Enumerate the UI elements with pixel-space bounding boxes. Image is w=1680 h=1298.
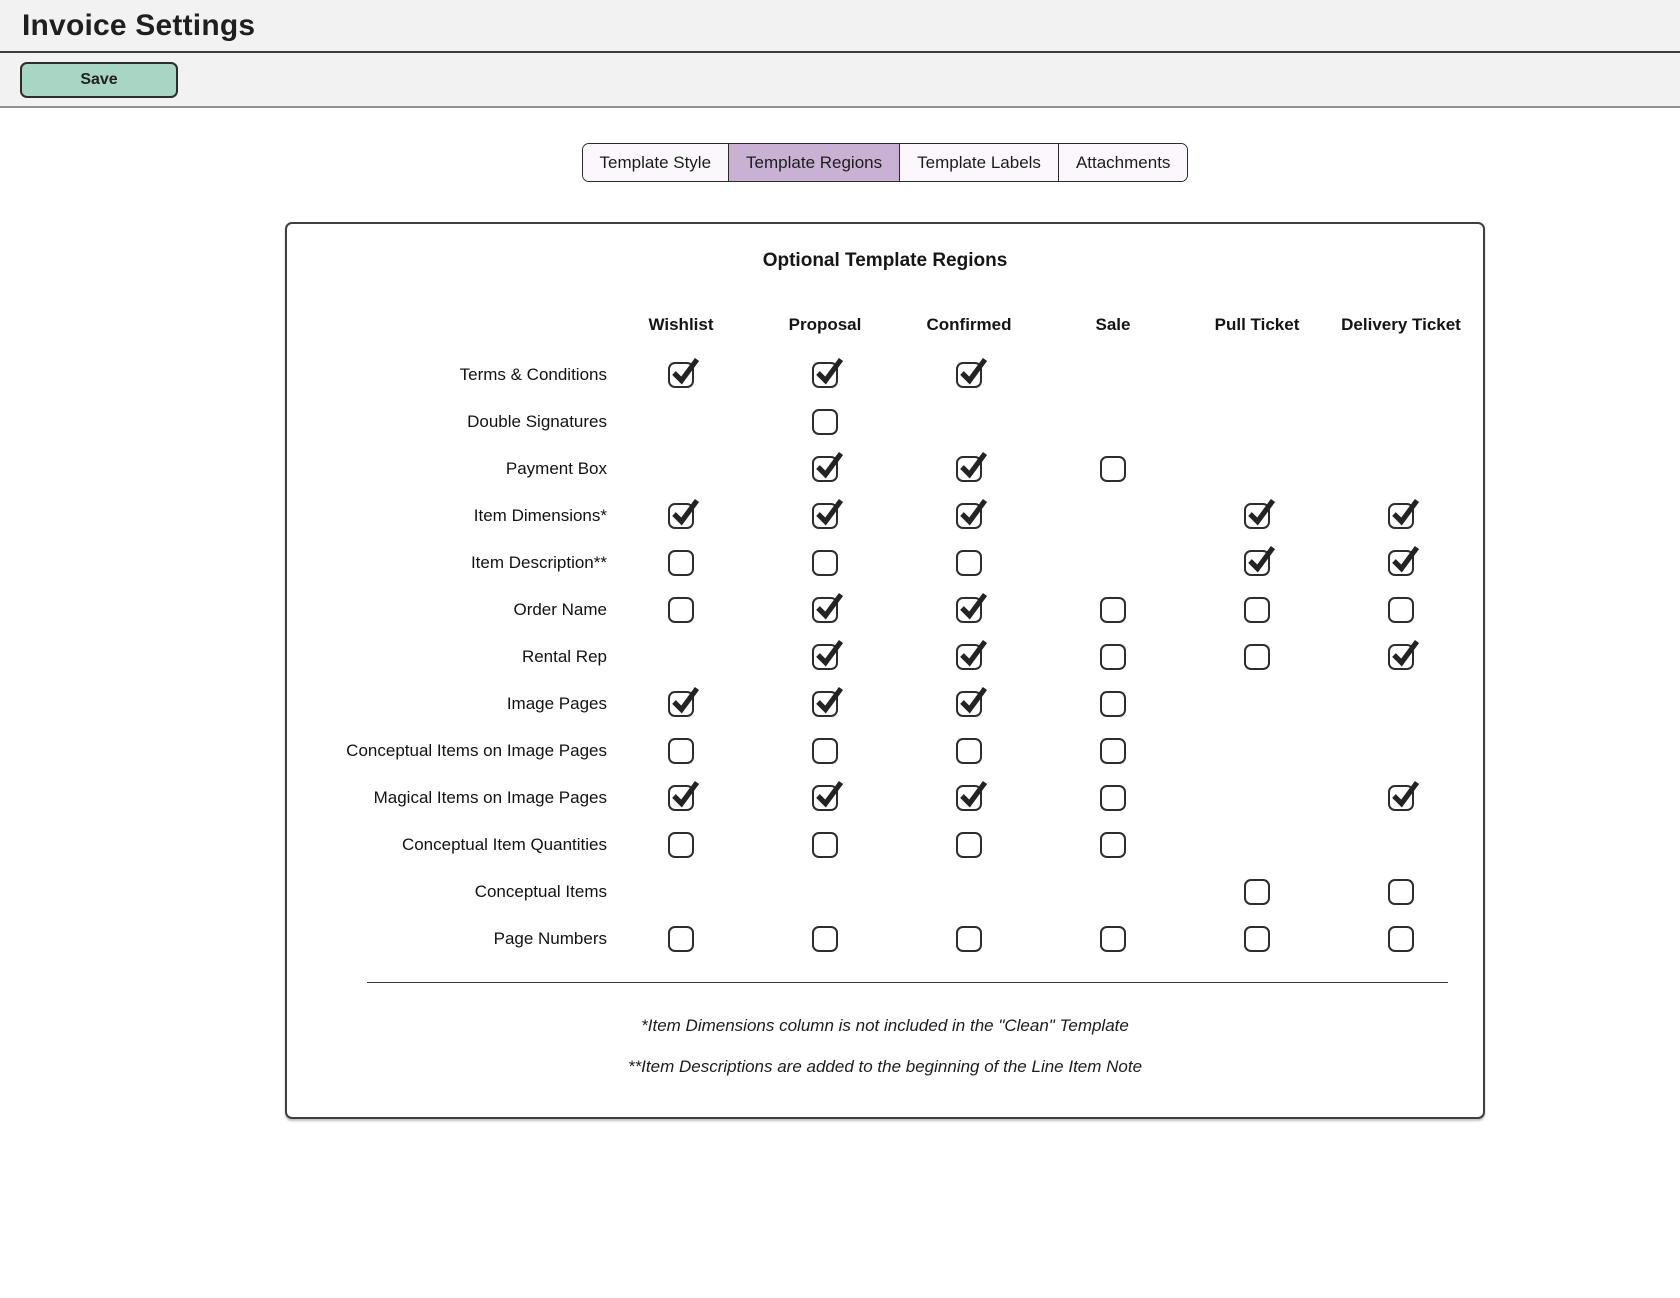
checkmark-icon xyxy=(957,592,989,624)
region-checkbox[interactable] xyxy=(956,456,982,482)
column-header-wishlist: Wishlist xyxy=(648,315,714,334)
checkbox-cell xyxy=(753,456,897,482)
column-header-row xyxy=(287,308,1483,342)
table-row xyxy=(287,492,1483,539)
table-row xyxy=(287,727,1483,774)
checkbox-cell xyxy=(897,785,1041,811)
main-content xyxy=(285,143,1485,1119)
region-checkbox[interactable] xyxy=(956,691,982,717)
region-checkbox[interactable] xyxy=(812,644,838,670)
regions-grid xyxy=(287,308,1483,962)
region-checkbox[interactable] xyxy=(812,362,838,388)
region-checkbox[interactable] xyxy=(1100,644,1126,670)
region-checkbox[interactable] xyxy=(956,926,982,952)
checkbox-cell xyxy=(1185,550,1329,576)
region-checkbox[interactable] xyxy=(812,550,838,576)
checkmark-icon xyxy=(813,686,845,718)
checkmark-icon xyxy=(813,498,845,530)
checkbox-cell xyxy=(609,738,753,764)
checkmark-icon xyxy=(957,686,989,718)
checkbox-cell xyxy=(1185,879,1329,905)
checkmark-icon xyxy=(957,451,989,483)
checkbox-cell xyxy=(753,550,897,576)
checkbox-cell xyxy=(1041,456,1185,482)
region-checkbox[interactable] xyxy=(812,597,838,623)
region-checkbox[interactable] xyxy=(1388,550,1414,576)
page-title: Invoice Settings xyxy=(22,8,256,42)
checkbox-cell xyxy=(897,550,1041,576)
row-label: Magical Items on Image Pages xyxy=(373,787,607,807)
panel-title: Optional Template Regions xyxy=(762,250,1008,271)
tab-template-style[interactable]: Template Style xyxy=(583,144,729,181)
region-checkbox[interactable] xyxy=(668,785,694,811)
checkbox-cell xyxy=(609,362,753,388)
region-checkbox[interactable] xyxy=(812,409,838,435)
checkbox-cell xyxy=(1041,644,1185,670)
checkbox-cell xyxy=(897,926,1041,952)
row-label: Rental Rep xyxy=(521,646,607,666)
column-header-sale: Sale xyxy=(1095,315,1131,334)
region-checkbox[interactable] xyxy=(956,597,982,623)
table-row xyxy=(287,680,1483,727)
checkbox-cell xyxy=(753,926,897,952)
column-header-confirmed: Confirmed xyxy=(926,315,1012,334)
checkbox-cell xyxy=(1329,926,1473,952)
region-checkbox[interactable] xyxy=(956,738,982,764)
table-row xyxy=(287,774,1483,821)
region-checkbox[interactable] xyxy=(1100,597,1126,623)
region-checkbox[interactable] xyxy=(1244,644,1270,670)
checkmark-icon xyxy=(669,686,701,718)
checkbox-cell xyxy=(897,362,1041,388)
region-checkbox[interactable] xyxy=(956,785,982,811)
region-checkbox[interactable] xyxy=(812,785,838,811)
checkbox-cell xyxy=(897,456,1041,482)
row-label: Image Pages xyxy=(506,693,607,713)
region-checkbox[interactable] xyxy=(668,597,694,623)
footnotes xyxy=(287,1005,1483,1087)
checkbox-cell xyxy=(1329,644,1473,670)
row-label: Conceptual Items on Image Pages xyxy=(346,740,607,760)
checkbox-cell xyxy=(897,691,1041,717)
checkmark-icon xyxy=(1245,545,1277,577)
checkbox-cell xyxy=(753,738,897,764)
table-row xyxy=(287,586,1483,633)
tabs-wrap xyxy=(285,143,1485,182)
region-checkbox[interactable] xyxy=(1388,879,1414,905)
row-label: Payment Box xyxy=(505,458,607,478)
checkmark-icon xyxy=(813,451,845,483)
row-label: Item Description** xyxy=(470,552,607,572)
footnote-item-descriptions: **Item Descriptions are added to the beginning of the Line Item Note xyxy=(627,1057,1143,1076)
region-checkbox[interactable] xyxy=(668,503,694,529)
checkbox-cell xyxy=(1041,691,1185,717)
table-row xyxy=(287,915,1483,962)
checkbox-cell xyxy=(1185,503,1329,529)
region-checkbox[interactable] xyxy=(1244,597,1270,623)
row-label: Conceptual Item Quantities xyxy=(401,834,607,854)
region-checkbox[interactable] xyxy=(668,738,694,764)
region-checkbox[interactable] xyxy=(812,456,838,482)
checkmark-icon xyxy=(1245,498,1277,530)
checkbox-cell xyxy=(1185,644,1329,670)
checkmark-icon xyxy=(669,357,701,389)
row-label: Order Name xyxy=(513,599,607,619)
checkbox-cell xyxy=(753,597,897,623)
footnote-item-dimensions: *Item Dimensions column is not included in the "Clean" Template xyxy=(641,1016,1129,1035)
row-label: Item Dimensions* xyxy=(473,505,607,525)
tab-template-labels[interactable]: Template Labels xyxy=(899,144,1058,181)
checkmark-icon xyxy=(957,498,989,530)
checkbox-cell xyxy=(1041,785,1185,811)
checkmark-icon xyxy=(957,639,989,671)
region-checkbox[interactable] xyxy=(812,926,838,952)
region-checkbox[interactable] xyxy=(956,503,982,529)
tab-attachments[interactable]: Attachments xyxy=(1058,144,1188,181)
checkbox-cell xyxy=(897,503,1041,529)
region-checkbox[interactable] xyxy=(668,926,694,952)
table-row xyxy=(287,445,1483,492)
checkmark-icon xyxy=(813,780,845,812)
checkbox-cell xyxy=(609,926,753,952)
region-checkbox[interactable] xyxy=(668,832,694,858)
save-button[interactable]: Save xyxy=(20,62,178,98)
checkbox-cell xyxy=(1041,738,1185,764)
checkbox-cell xyxy=(1329,503,1473,529)
row-label: Page Numbers xyxy=(493,928,607,948)
checkbox-cell xyxy=(753,409,897,435)
region-checkbox[interactable] xyxy=(812,738,838,764)
region-checkbox[interactable] xyxy=(1100,691,1126,717)
checkbox-cell xyxy=(609,785,753,811)
checkmark-icon xyxy=(1389,498,1421,530)
region-checkbox[interactable] xyxy=(1244,550,1270,576)
region-checkbox[interactable] xyxy=(956,362,982,388)
column-header-delivery-ticket: Delivery Ticket xyxy=(1341,315,1461,334)
region-checkbox[interactable] xyxy=(956,644,982,670)
checkbox-cell xyxy=(1329,550,1473,576)
checkmark-icon xyxy=(1389,545,1421,577)
region-checkbox[interactable] xyxy=(1244,926,1270,952)
table-row xyxy=(287,633,1483,680)
checkbox-cell xyxy=(753,785,897,811)
checkbox-cell xyxy=(609,832,753,858)
region-checkbox[interactable] xyxy=(812,691,838,717)
region-checkbox[interactable] xyxy=(1388,597,1414,623)
region-checkbox[interactable] xyxy=(1388,503,1414,529)
checkbox-cell xyxy=(1329,785,1473,811)
checkbox-cell xyxy=(1329,879,1473,905)
checkbox-cell xyxy=(897,597,1041,623)
checkbox-cell xyxy=(753,691,897,717)
checkmark-icon xyxy=(669,780,701,812)
region-checkbox[interactable] xyxy=(956,550,982,576)
region-checkbox[interactable] xyxy=(1388,785,1414,811)
column-header-proposal: Proposal xyxy=(788,315,862,334)
checkbox-cell xyxy=(1041,832,1185,858)
row-label: Conceptual Items xyxy=(474,881,607,901)
region-checkbox[interactable] xyxy=(1100,738,1126,764)
region-checkbox[interactable] xyxy=(1100,785,1126,811)
checkbox-cell xyxy=(609,597,753,623)
page-header xyxy=(0,0,1680,53)
checkbox-cell xyxy=(609,691,753,717)
row-label: Terms & Conditions xyxy=(459,364,607,384)
checkbox-cell xyxy=(897,832,1041,858)
checkbox-cell xyxy=(1041,597,1185,623)
checkbox-cell xyxy=(753,362,897,388)
checkbox-cell xyxy=(1185,597,1329,623)
region-checkbox[interactable] xyxy=(668,691,694,717)
checkmark-icon xyxy=(813,639,845,671)
checkmark-icon xyxy=(957,357,989,389)
table-row xyxy=(287,398,1483,445)
checkmark-icon xyxy=(957,780,989,812)
region-checkbox[interactable] xyxy=(1388,926,1414,952)
table-row xyxy=(287,539,1483,586)
checkbox-cell xyxy=(1185,926,1329,952)
checkbox-cell xyxy=(753,832,897,858)
row-label: Double Signatures xyxy=(467,411,607,431)
checkbox-cell xyxy=(897,738,1041,764)
tab-template-regions[interactable]: Template Regions xyxy=(728,144,899,181)
checkbox-cell xyxy=(1041,926,1185,952)
region-checkbox[interactable] xyxy=(668,362,694,388)
region-checkbox[interactable] xyxy=(812,503,838,529)
region-checkbox[interactable] xyxy=(1100,456,1126,482)
tab-bar xyxy=(582,143,1189,182)
checkbox-cell xyxy=(609,503,753,529)
toolbar xyxy=(0,53,1680,108)
region-checkbox[interactable] xyxy=(1244,503,1270,529)
region-checkbox[interactable] xyxy=(1100,832,1126,858)
region-checkbox[interactable] xyxy=(1100,926,1126,952)
region-checkbox[interactable] xyxy=(956,832,982,858)
table-row xyxy=(287,868,1483,915)
table-row xyxy=(287,351,1483,398)
checkmark-icon xyxy=(813,357,845,389)
checkbox-cell xyxy=(1329,597,1473,623)
checkmark-icon xyxy=(1389,639,1421,671)
region-checkbox[interactable] xyxy=(812,832,838,858)
checkbox-cell xyxy=(609,550,753,576)
region-checkbox[interactable] xyxy=(668,550,694,576)
checkbox-cell xyxy=(897,644,1041,670)
checkmark-icon xyxy=(669,498,701,530)
checkmark-icon xyxy=(1389,780,1421,812)
checkmark-icon xyxy=(813,592,845,624)
checkbox-cell xyxy=(753,644,897,670)
column-header-pull-ticket: Pull Ticket xyxy=(1214,315,1300,334)
region-checkbox[interactable] xyxy=(1244,879,1270,905)
region-checkbox[interactable] xyxy=(1388,644,1414,670)
optional-template-regions-panel xyxy=(285,222,1485,1119)
footnote-divider xyxy=(367,982,1448,983)
table-row xyxy=(287,821,1483,868)
checkbox-cell xyxy=(753,503,897,529)
